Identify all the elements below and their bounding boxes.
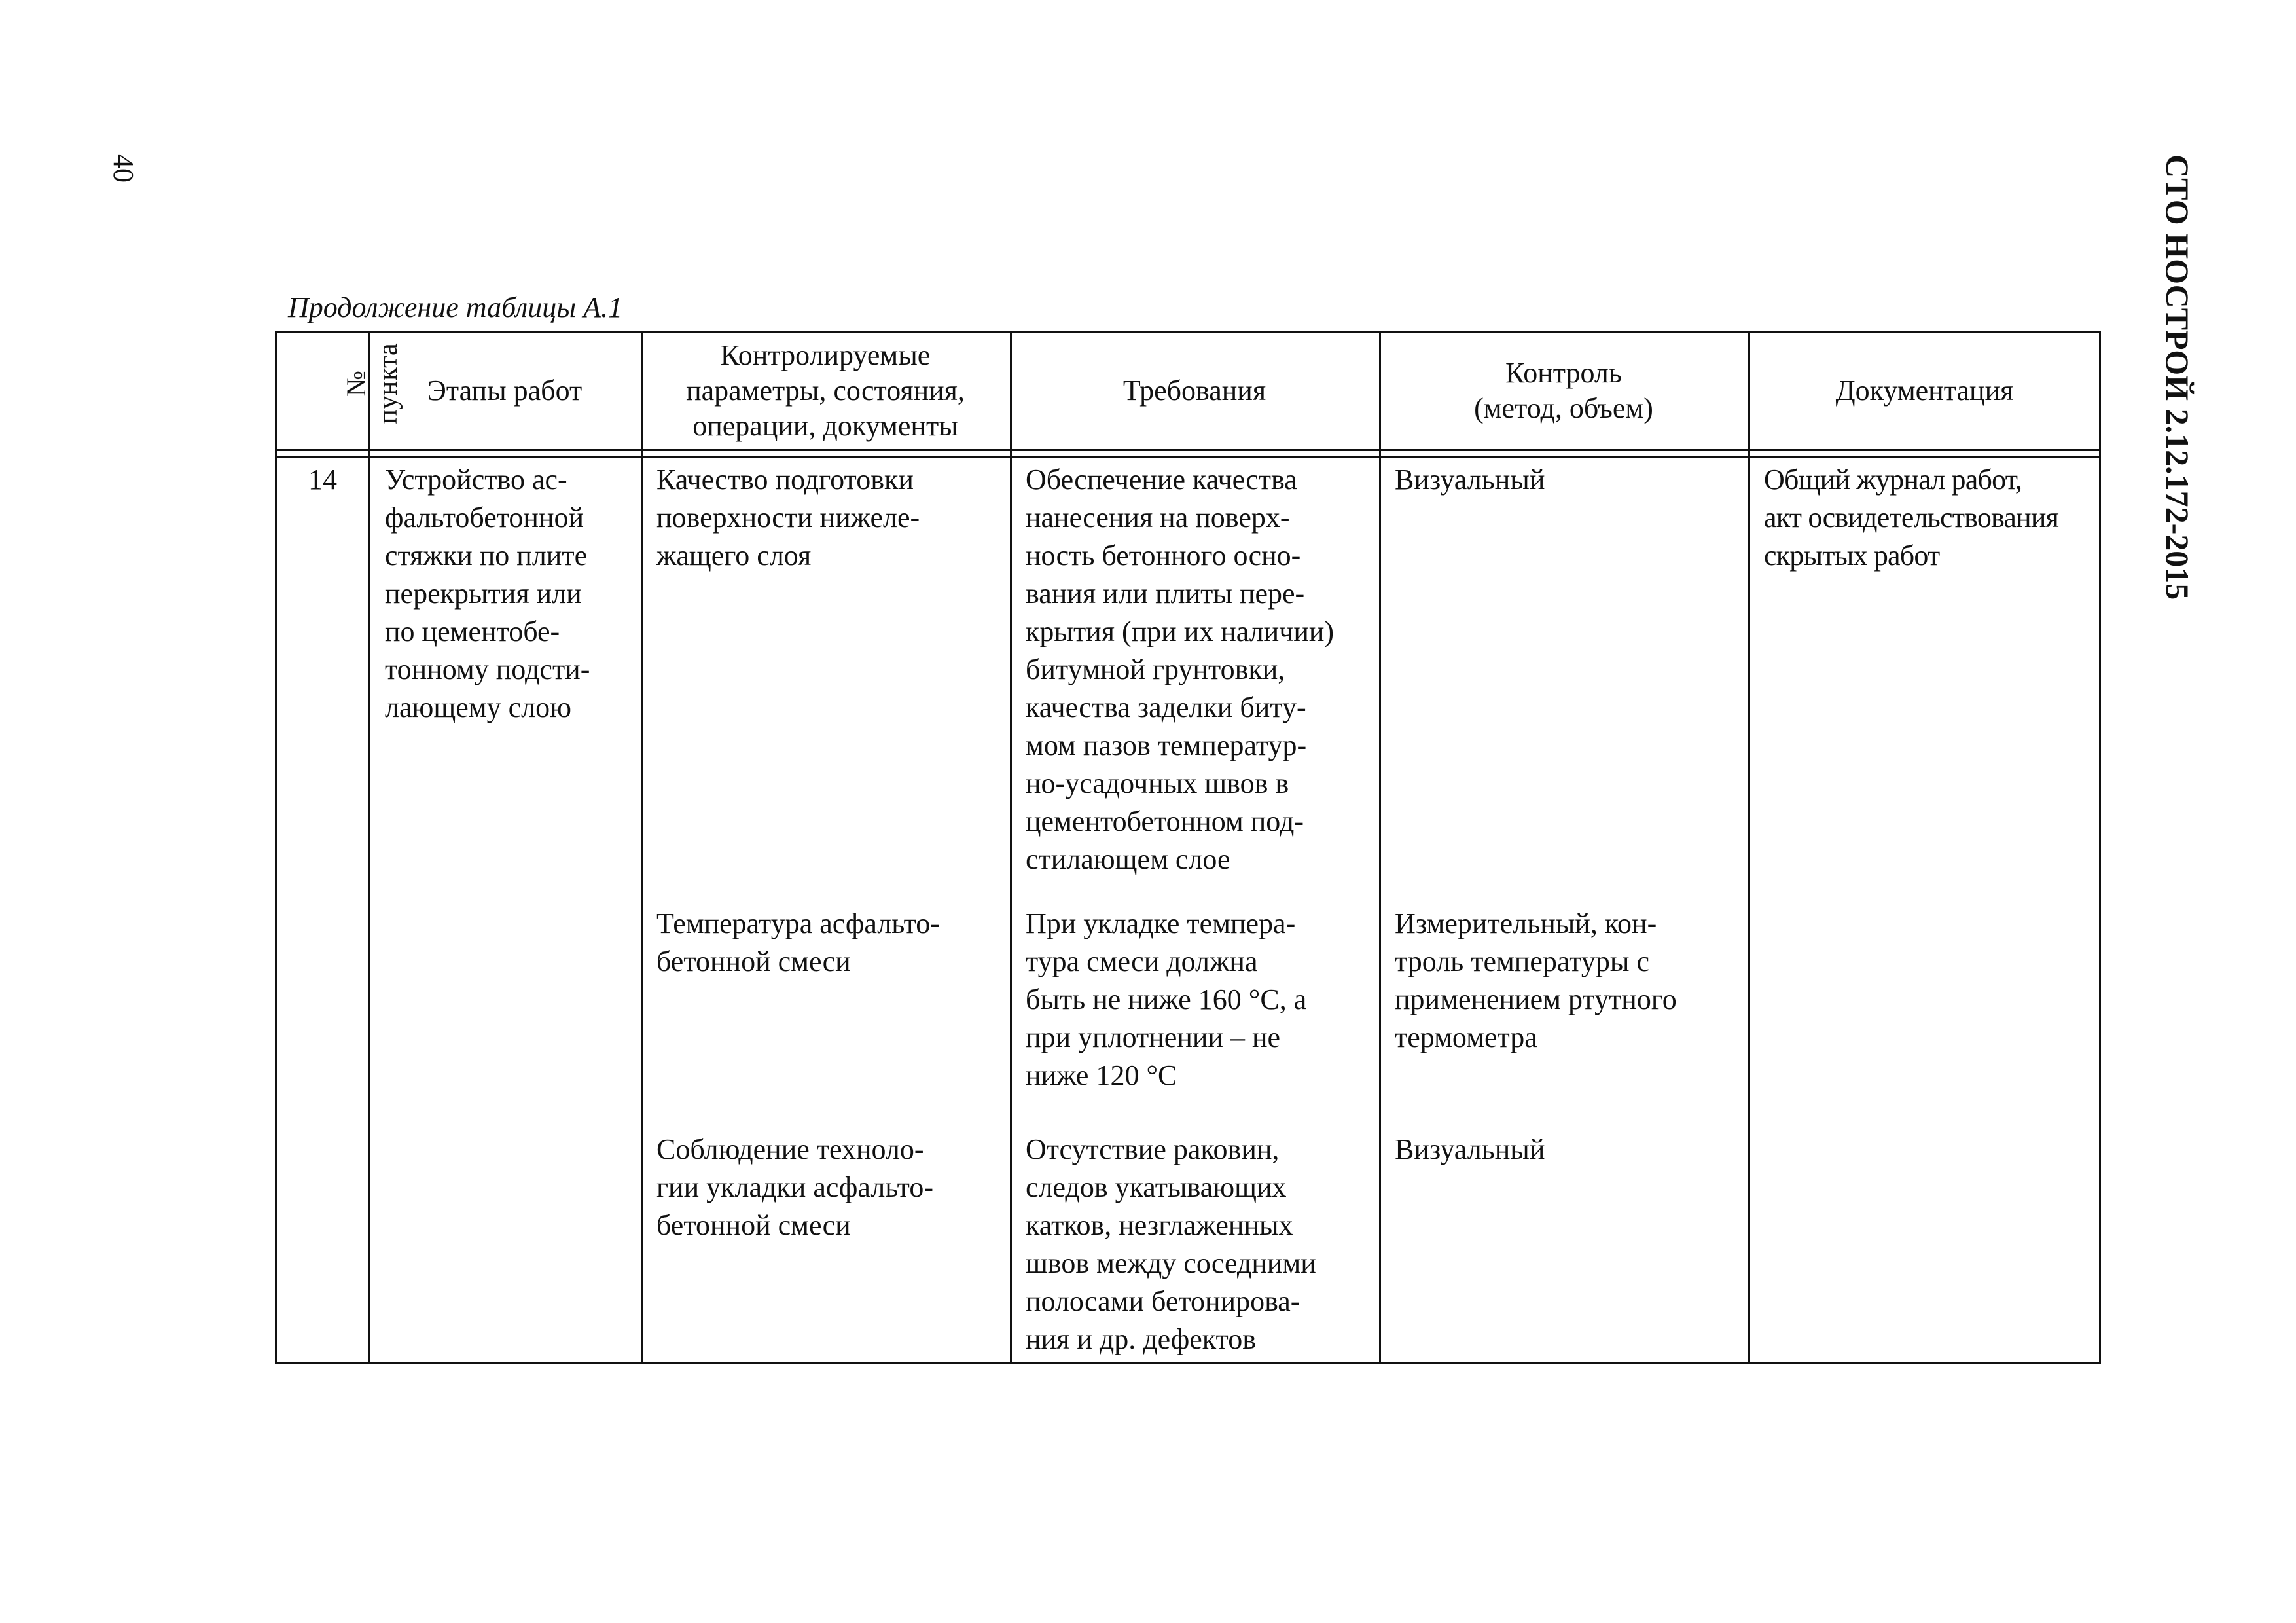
data-table [275, 331, 2101, 1364]
header-rule [277, 449, 2099, 451]
control-surface-quality: Визуальный [1395, 464, 1545, 496]
column-separator [1379, 333, 1381, 1362]
header-num-word: пункта [373, 343, 403, 424]
control-mix-temperature: Измерительный, кон- троль температуры с применением ртутного термометра [1395, 907, 1677, 1053]
column-separator [1748, 333, 1750, 1362]
requirement-laying-technology: Отсутствие раковин, следов укатывающих катков, незглаженных швов между соседними полосами бетонирова- ния и др. дефектов [1026, 1133, 1316, 1355]
work-stage: Устройство ас- фальтобетонной стяжки по плите перекрытия или по цементобе- тонному подсти- лающему слою [385, 464, 590, 723]
param-mix-temperature: Температура асфальто- бетонной смеси [656, 907, 940, 977]
header-rule [277, 456, 2099, 458]
header-item-number [277, 333, 403, 449]
documentation-text: Общий журнал работ, акт освидетельствования скрытых работ [1764, 464, 2059, 572]
document-code: СТО НОСТРОЙ 2.12.172-2015 [2159, 155, 2196, 600]
header-documentation: Документация [1835, 374, 2014, 407]
param-surface-quality: Качество подготовки поверхности нижеле- жащего слоя [656, 464, 920, 572]
column-separator [641, 333, 643, 1362]
control-laying-technology: Визуальный [1395, 1133, 1545, 1165]
header-num-symbol: № [342, 370, 372, 397]
param-laying-technology: Соблюдение техноло- гии укладки асфальто- бетонной смеси [656, 1133, 933, 1241]
column-separator [1010, 333, 1012, 1362]
requirement-surface-quality: Обеспечение качества нанесения на поверх- ность бетонного осно- вания или плиты пере- крытия (при их наличии) битумной грунтовки, качества заделки биту- мом пазов температур- но-усадочных швов в цементобетонном под- стилающем слое [1026, 464, 1335, 875]
header-requirements: Требования [1122, 374, 1266, 407]
column-separator [368, 333, 370, 1362]
table-caption: Продолжение таблицы А.1 [288, 291, 622, 323]
header-params: Контролируемые параметры, состояния, операции, документы [686, 339, 965, 442]
requirement-mix-temperature: При укладке темпера- тура смеси должна быть не ниже 160 °С, а при уплотнении – не ниже 120 °С [1026, 907, 1307, 1091]
header-stage: Этапы работ [427, 374, 583, 407]
row-number: 14 [308, 464, 337, 496]
header-control: Контроль (метод, объем) [1474, 357, 1653, 424]
page-number: 40 [107, 154, 139, 183]
